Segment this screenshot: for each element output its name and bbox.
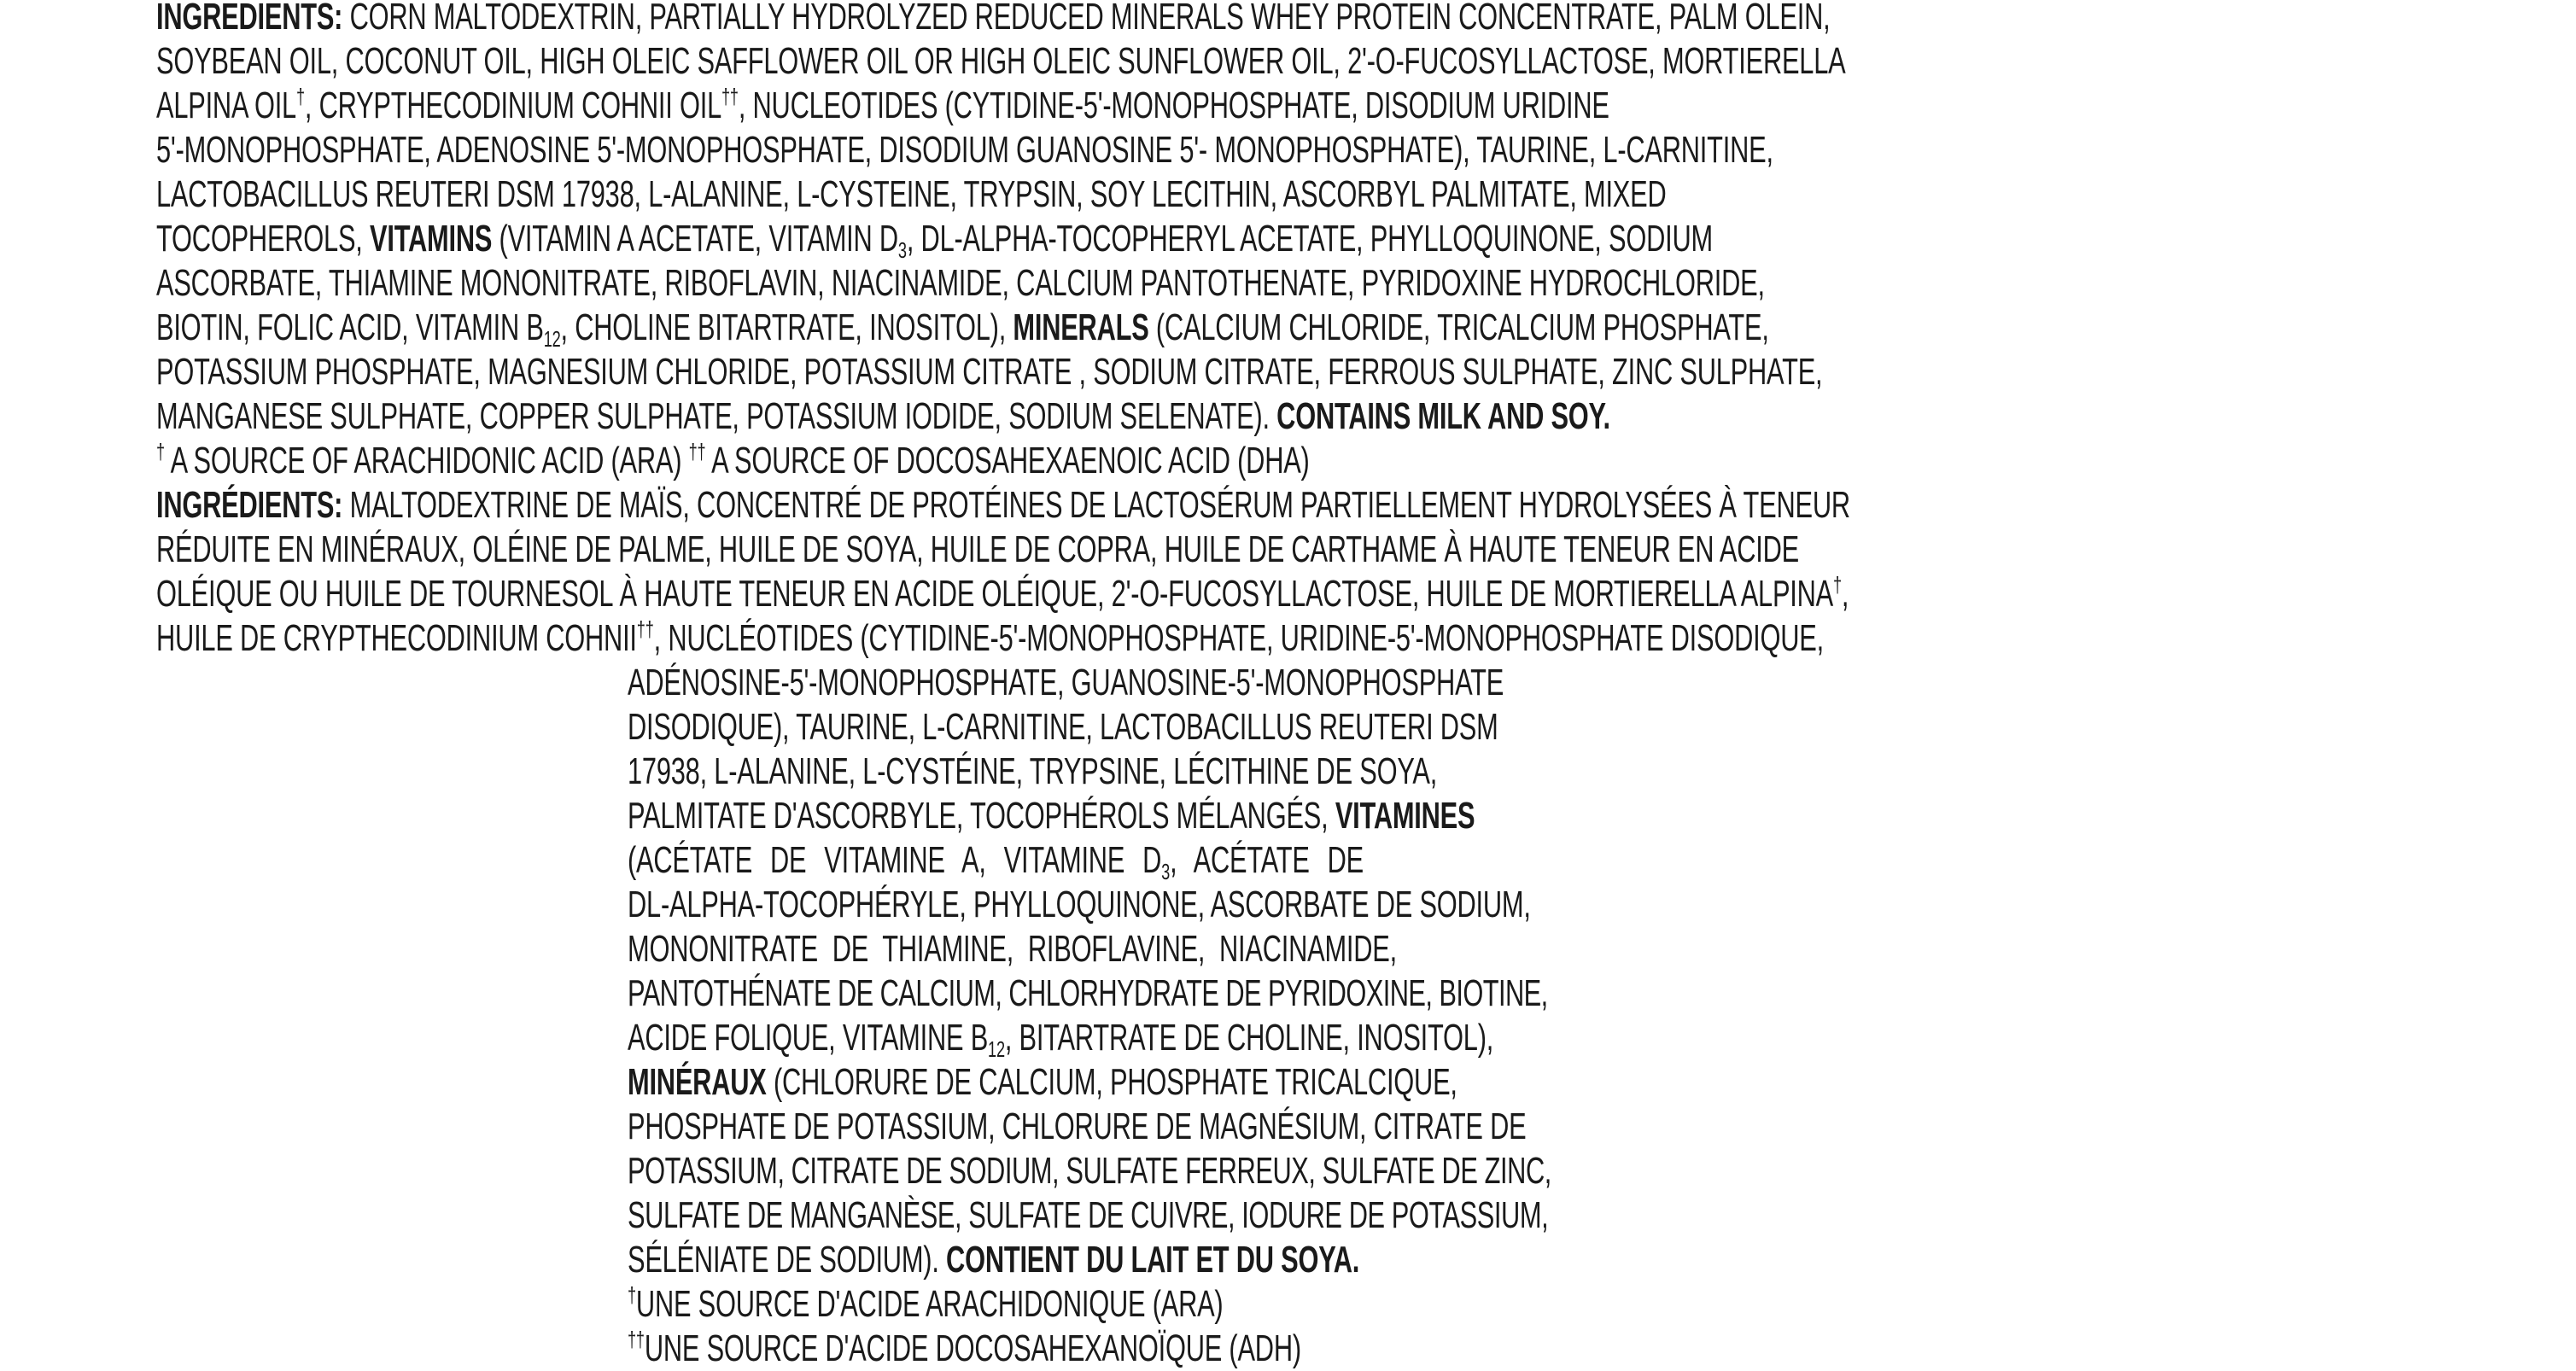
fr-col-line-7: MONONITRATE DE THIAMINE, RIBOFLAVINE, NIACINAMIDE,	[628, 928, 1397, 970]
en-line-1: INGREDIENTS: CORN MALTODEXTRIN, PARTIALLY HYDROLYZED REDUCED MINERALS WHEY PROTEIN CONCENTRATE, PALM OLEIN,	[156, 0, 2548, 39]
fr-col-line-10: MINÉRAUX (CHLORURE DE CALCIUM, PHOSPHATE TRICALCIQUE,	[628, 1061, 1457, 1103]
en-line-10: MANGANESE SULPHATE, COPPER SULPHATE, POTASSIUM IODIDE, SODIUM SELENATE). CONTAINS MILK AND SOY.	[156, 395, 1610, 437]
en-contains-statement: CONTAINS MILK AND SOY.	[1276, 395, 1610, 437]
en-vitamins-label: VITAMINS	[370, 218, 493, 260]
fr-col-line-6: DL-ALPHA-TOCOPHÉRYLE, PHYLLOQUINONE, ASCORBATE DE SODIUM,	[628, 884, 1531, 925]
fr-col-line-12: POTASSIUM, CITRATE DE SODIUM, SULFATE FERREUX, SULFATE DE ZINC,	[628, 1150, 1551, 1192]
fr-col-line-5: (ACÉTATE DE VITAMINE A, VITAMINE $D_3$, ACÉTATE DE	[628, 839, 1364, 884]
fr-col-line-11: PHOSPHATE DE POTASSIUM, CHLORURE DE MAGNÉSIUM, CITRATE DE	[628, 1106, 1527, 1147]
en-footnotes: † A SOURCE OF ARACHIDONIC ACID (ARA) †† A SOURCE OF DOCOSAHEXAENOIC ACID (DHA)	[156, 439, 1310, 481]
en-line-3: ALPINA OIL†, CRYPTHECODINIUM COHNII OIL††, NUCLEOTIDES (CYTIDINE-5'-MONOPHOSPHATE, DISODIUM URIDINE	[156, 84, 1609, 126]
fr-col-line-9: ACIDE FOLIQUE, VITAMINE $B_{12}$, BITARTRATE DE CHOLINE, INOSITOL),	[628, 1017, 1494, 1062]
fr-line-2: RÉDUITE EN MINÉRAUX, OLÉINE DE PALME, HUILE DE SOYA, HUILE DE COPRA, HUILE DE CARTHAME À HAUTE TENEUR EN ACIDE	[156, 528, 1799, 570]
en-line-4: 5'-MONOPHOSPHATE, ADENOSINE 5'-MONOPHOSPHATE, DISODIUM GUANOSINE 5'- MONOPHOSPHATE), TAURINE, L-CARNITINE,	[156, 129, 1773, 171]
fr-contains-statement: CONTIENT DU LAIT ET DU SOYA.	[946, 1239, 1360, 1281]
en-line-2: SOYBEAN OIL, COCONUT OIL, HIGH OLEIC SAFFLOWER OIL OR HIGH OLEIC SUNFLOWER OIL, 2'-O-FUCOSYLLACTOSE, MORTIERELLA	[156, 40, 1846, 82]
fr-ingredients-label: INGRÉDIENTS:	[156, 484, 343, 526]
fr-col-line-1: ADÉNOSINE-5'-MONOPHOSPHATE, GUANOSINE-5'-MONOPHOSPHATE	[628, 662, 1504, 703]
en-minerals-label: MINERALS	[1013, 306, 1149, 348]
fr-line-4: HUILE DE CRYPTHECODINIUM COHNII††, NUCLÉOTIDES (CYTIDINE-5'-MONOPHOSPHATE, URIDINE-5'-MONOPHOSPHATE DISODIQUE,	[156, 616, 1824, 659]
fr-footnote-2: ††UNE SOURCE D'ACIDE DOCOSAHEXANOÏQUE (ADH)	[628, 1327, 1301, 1369]
fr-col-line-8: PANTOTHÉNATE DE CALCIUM, CHLORHYDRATE DE PYRIDOXINE, BIOTINE,	[628, 972, 1548, 1014]
fr-col-line-13: SULFATE DE MANGANÈSE, SULFATE DE CUIVRE, IODURE DE POTASSIUM,	[628, 1194, 1549, 1236]
fr-line-1: INGRÉDIENTS: MALTODEXTRINE DE MAÏS, CONCENTRÉ DE PROTÉINES DE LACTOSÉRUM PARTIELLEMENT HYDROLYSÉES À TENEUR	[156, 484, 1850, 526]
en-line-8: BIOTIN, FOLIC ACID, VITAMIN $B_{12}$, CHOLINE BITARTRATE, INOSITOL), MINERALS (CALCIUM CHLORIDE, TRICALCIUM PHOSPHATE,	[156, 306, 1769, 352]
fr-col-line-2: DISODIQUE), TAURINE, L-CARNITINE, LACTOBACILLUS REUTERI DSM	[628, 706, 1498, 748]
fr-col-line-4: PALMITATE D'ASCORBYLE, TOCOPHÉROLS MÉLANGÉS, VITAMINES	[628, 795, 1475, 837]
fr-col-line-3: 17938, L-ALANINE, L-CYSTÉINE, TRYPSINE, LÉCITHINE DE SOYA,	[628, 750, 1438, 792]
en-line-7: ASCORBATE, THIAMINE MONONITRATE, RIBOFLAVIN, NIACINAMIDE, CALCIUM PANTOTHENATE, PYRIDOXINE HYDROCHLORIDE,	[156, 262, 1765, 304]
en-line-5: LACTOBACILLUS REUTERI DSM 17938, L-ALANINE, L-CYSTEINE, TRYPSIN, SOY LECITHIN, ASCORBYL PALMITATE, MIXED	[156, 173, 1667, 215]
fr-footnote-1: †UNE SOURCE D'ACIDE ARACHIDONIQUE (ARA)	[628, 1282, 1224, 1325]
fr-vitamins-label: VITAMINES	[1335, 795, 1475, 837]
en-line-6: TOCOPHEROLS, VITAMINS (VITAMIN A ACETATE, VITAMIN $D_3$, DL-ALPHA-TOCOPHERYL ACETATE, PHYLLOQUINONE, SODIUM	[156, 218, 1713, 263]
en-ingredients-label: INGREDIENTS:	[156, 0, 343, 38]
fr-minerals-label: MINÉRAUX	[628, 1061, 767, 1103]
en-line-9: POTASSIUM PHOSPHATE, MAGNESIUM CHLORIDE, POTASSIUM CITRATE , SODIUM CITRATE, FERROUS SULPHATE, ZINC SULPHATE,	[156, 351, 1823, 393]
fr-line-3: OLÉIQUE OU HUILE DE TOURNESOL À HAUTE TENEUR EN ACIDE OLÉIQUE, 2'-O-FUCOSYLLACTOSE, HUILE DE MORTIERELLA ALPINA†,	[156, 572, 1849, 615]
fr-col-line-14: SÉLÉNIATE DE SODIUM). CONTIENT DU LAIT ET DU SOYA.	[628, 1239, 1360, 1281]
